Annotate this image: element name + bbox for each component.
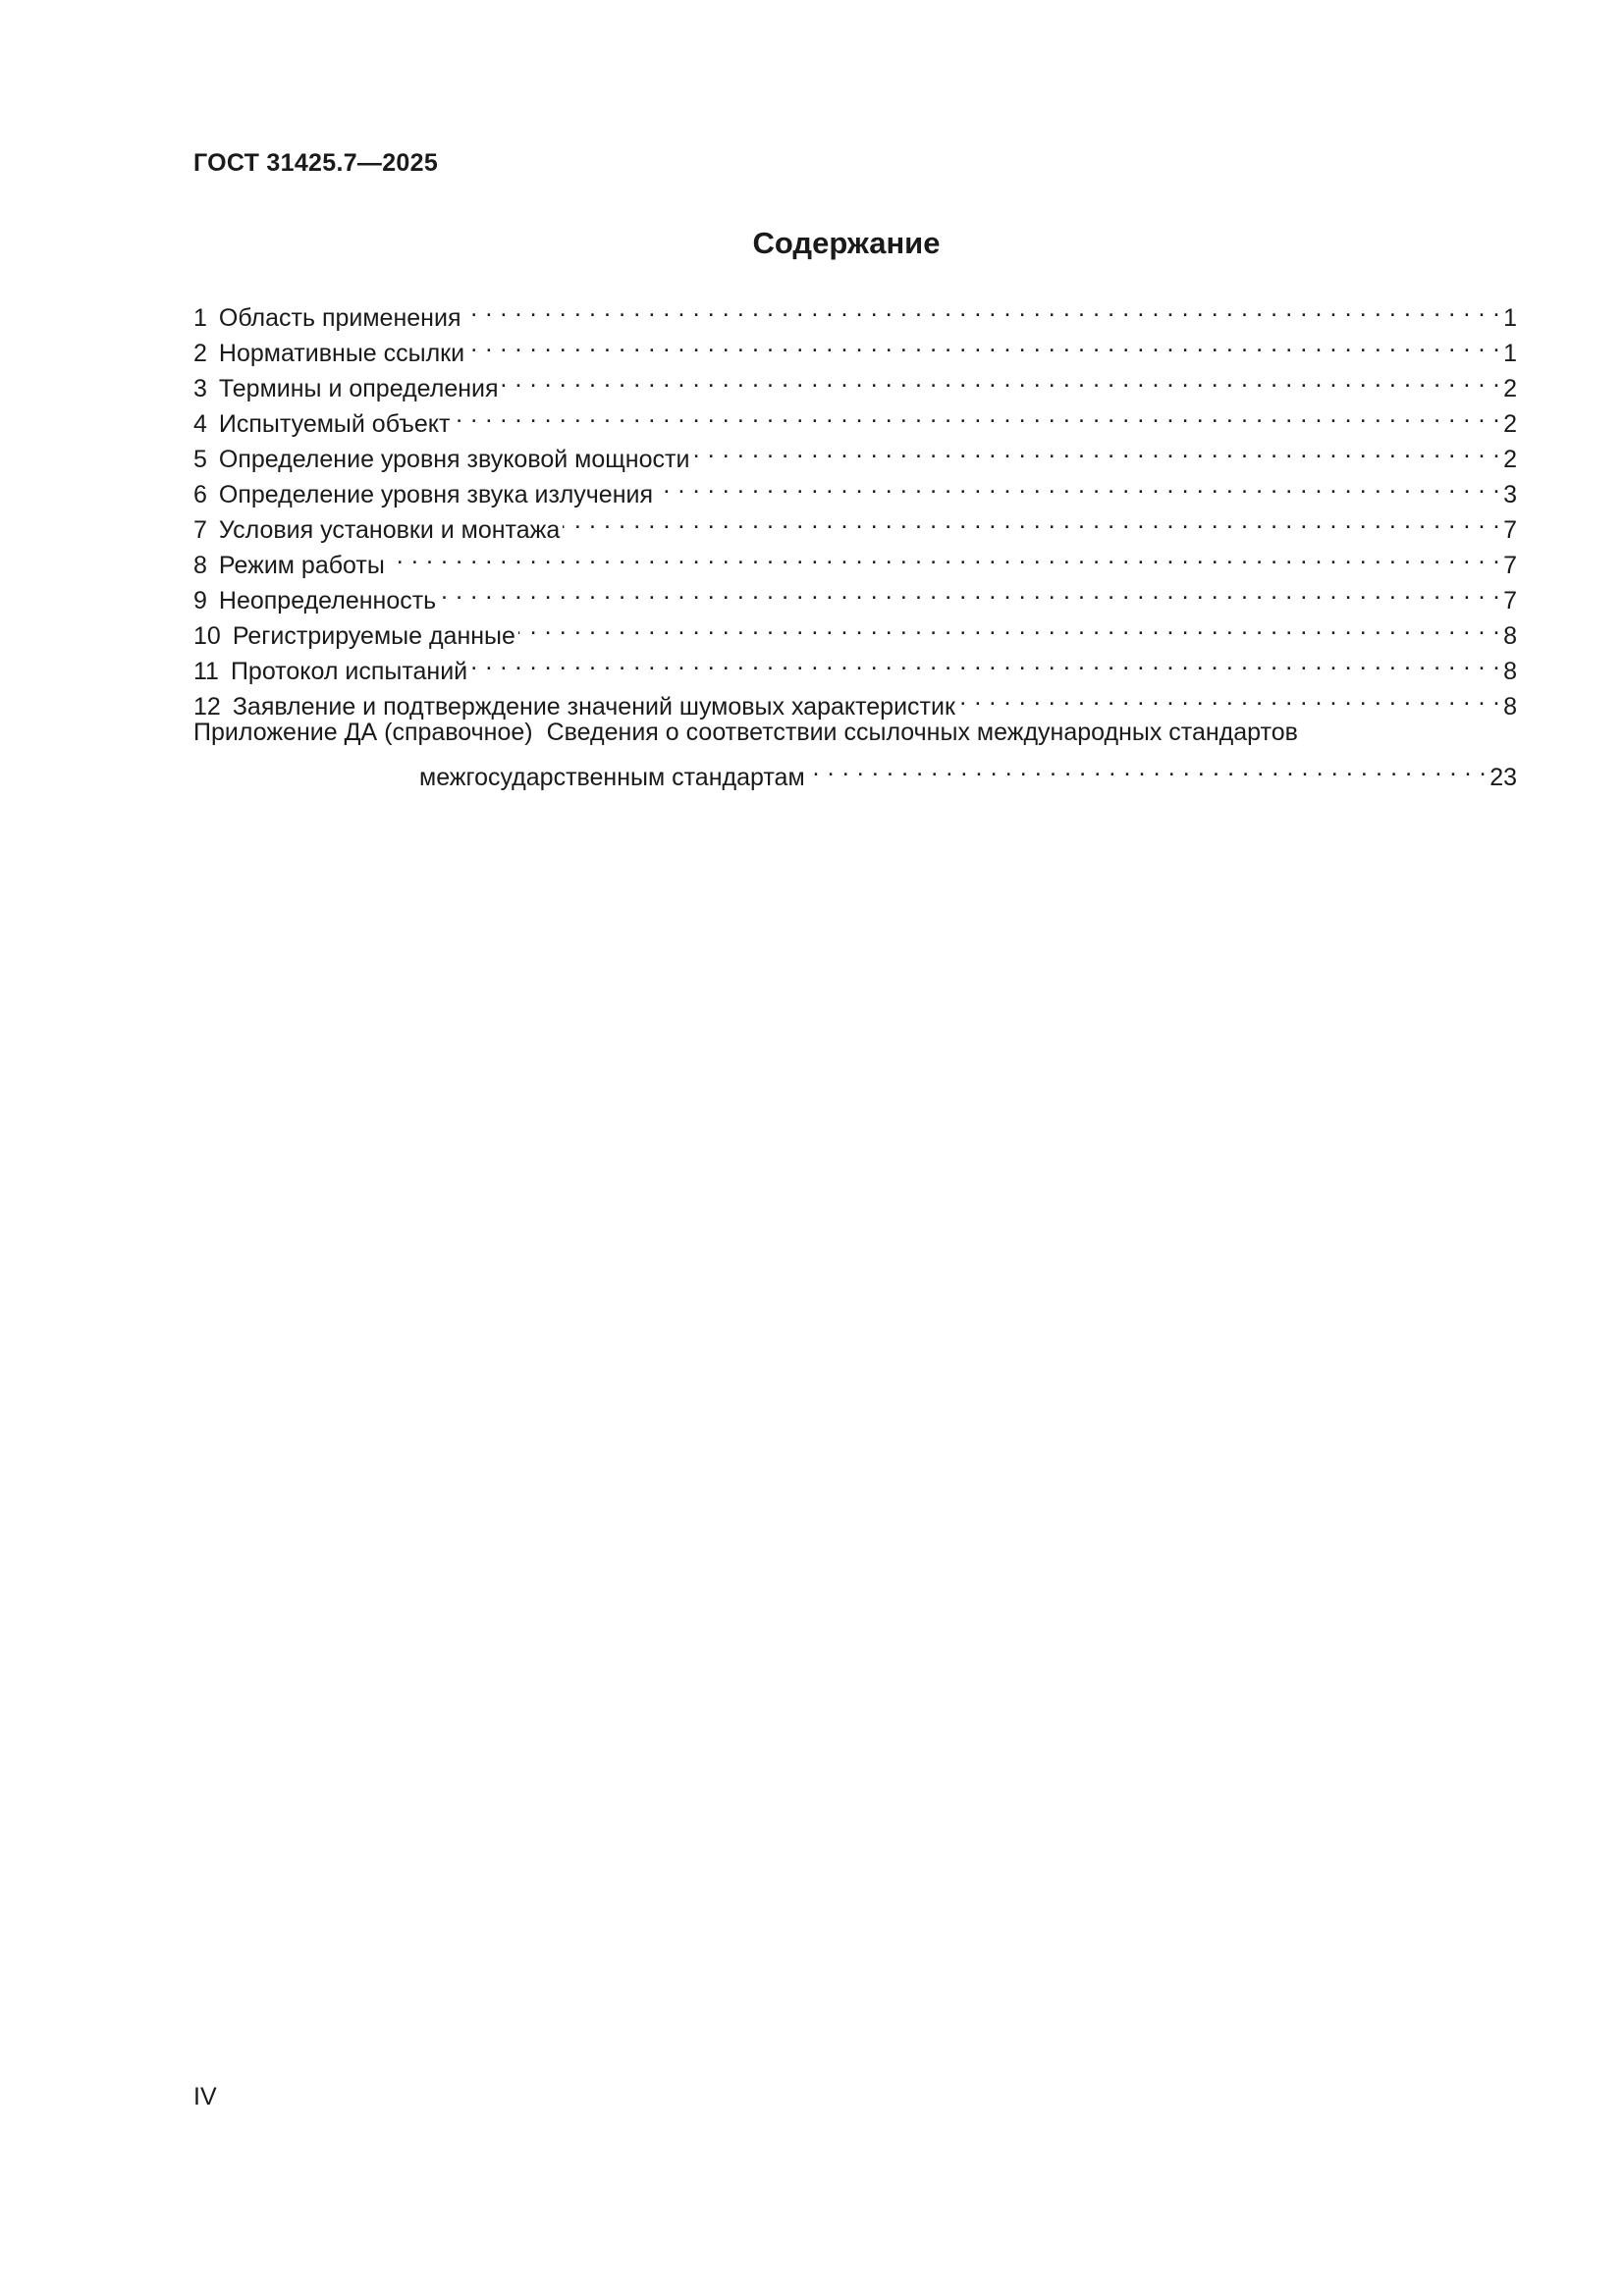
toc-entry-page: 7 xyxy=(1503,587,1517,614)
toc-entry-page: 1 xyxy=(1503,304,1517,332)
annex-prefix: Приложение ДА (справочное) xyxy=(193,719,533,746)
toc-entry-number: 2 xyxy=(193,340,207,367)
toc-entry-page: 2 xyxy=(1503,446,1517,473)
toc-entry-label: Термины и определения xyxy=(218,375,499,402)
toc-entry-number: 9 xyxy=(193,587,207,614)
toc-entry-label: Нормативные ссылки xyxy=(218,340,465,367)
toc-entry-number: 1 xyxy=(193,304,207,332)
dot-leader xyxy=(502,361,1501,397)
toc-entry-number: 4 xyxy=(193,410,207,438)
toc-entry-label: Условия установки и монтажа xyxy=(218,516,561,544)
toc-entry-page: 23 xyxy=(1489,764,1517,791)
toc-entry-page: 7 xyxy=(1503,552,1517,579)
dot-leader xyxy=(388,538,1500,573)
toc-entry-page: 7 xyxy=(1503,516,1517,544)
toc-entry-number: 10 xyxy=(193,622,221,650)
toc-entry-number: 8 xyxy=(193,552,207,579)
toc-entry-label: Определение уровня звуковой мощности xyxy=(218,446,690,473)
toc-entry-label: Испытуемый объект xyxy=(218,410,451,438)
toc-annex-heading[interactable] xyxy=(193,715,1517,750)
dot-leader xyxy=(656,467,1500,503)
toc-entry-number: 7 xyxy=(193,516,207,544)
dot-leader xyxy=(958,679,1500,715)
toc-entry-page: 8 xyxy=(1503,658,1517,685)
toc-entry-page: 1 xyxy=(1503,340,1517,367)
toc-entry-9[interactable] xyxy=(193,573,1517,614)
toc-entry-label: Определение уровня звука излучения xyxy=(218,481,654,508)
toc-entry-label: Неопределенность xyxy=(218,587,437,614)
dot-leader xyxy=(692,432,1500,467)
document-code: ГОСТ 31425.7—2025 xyxy=(193,149,439,177)
toc-entry-label: Область применения xyxy=(218,304,461,332)
toc-entry-number: 6 xyxy=(193,481,207,508)
toc-entry-label: Режим работы xyxy=(218,552,385,579)
annex-title-line1: Сведения о соответствии ссылочных международных стандартов xyxy=(546,719,1298,746)
toc-entry-label: Заявление и подтверждение значений шумовых характеристик xyxy=(232,693,955,721)
toc-entry-number: 3 xyxy=(193,375,207,402)
toc-entry-page: 3 xyxy=(1503,481,1517,508)
dot-leader xyxy=(518,609,1500,644)
toc-entry-page: 2 xyxy=(1503,410,1517,438)
dot-leader xyxy=(563,503,1500,538)
toc-entry-label: Регистрируемые данные xyxy=(232,622,515,650)
annex-title-line2: межгосударственным стандартам xyxy=(419,764,805,791)
toc-entry-number: 12 xyxy=(193,693,221,721)
dot-leader xyxy=(463,291,1500,326)
dot-leader xyxy=(453,397,1500,432)
toc-entry-8[interactable] xyxy=(193,538,1517,579)
toc-entry-label: Протокол испытаний xyxy=(230,658,468,685)
dot-leader xyxy=(808,750,1488,785)
toc-entry-page: 8 xyxy=(1503,622,1517,650)
page-number: IV xyxy=(193,2083,217,2110)
toc-entry-page: 2 xyxy=(1503,375,1517,402)
table-of-contents xyxy=(193,291,1517,791)
dot-leader xyxy=(439,573,1500,609)
toc-entry-number: 11 xyxy=(193,658,219,685)
toc-title: Содержание xyxy=(752,226,941,260)
toc-entry-1[interactable] xyxy=(193,291,1517,332)
toc-entry-page: 8 xyxy=(1503,693,1517,721)
dot-leader xyxy=(467,326,1500,361)
toc-entry-number: 5 xyxy=(193,446,207,473)
dot-leader xyxy=(470,644,1500,679)
toc-annex-entry[interactable] xyxy=(193,750,1517,791)
